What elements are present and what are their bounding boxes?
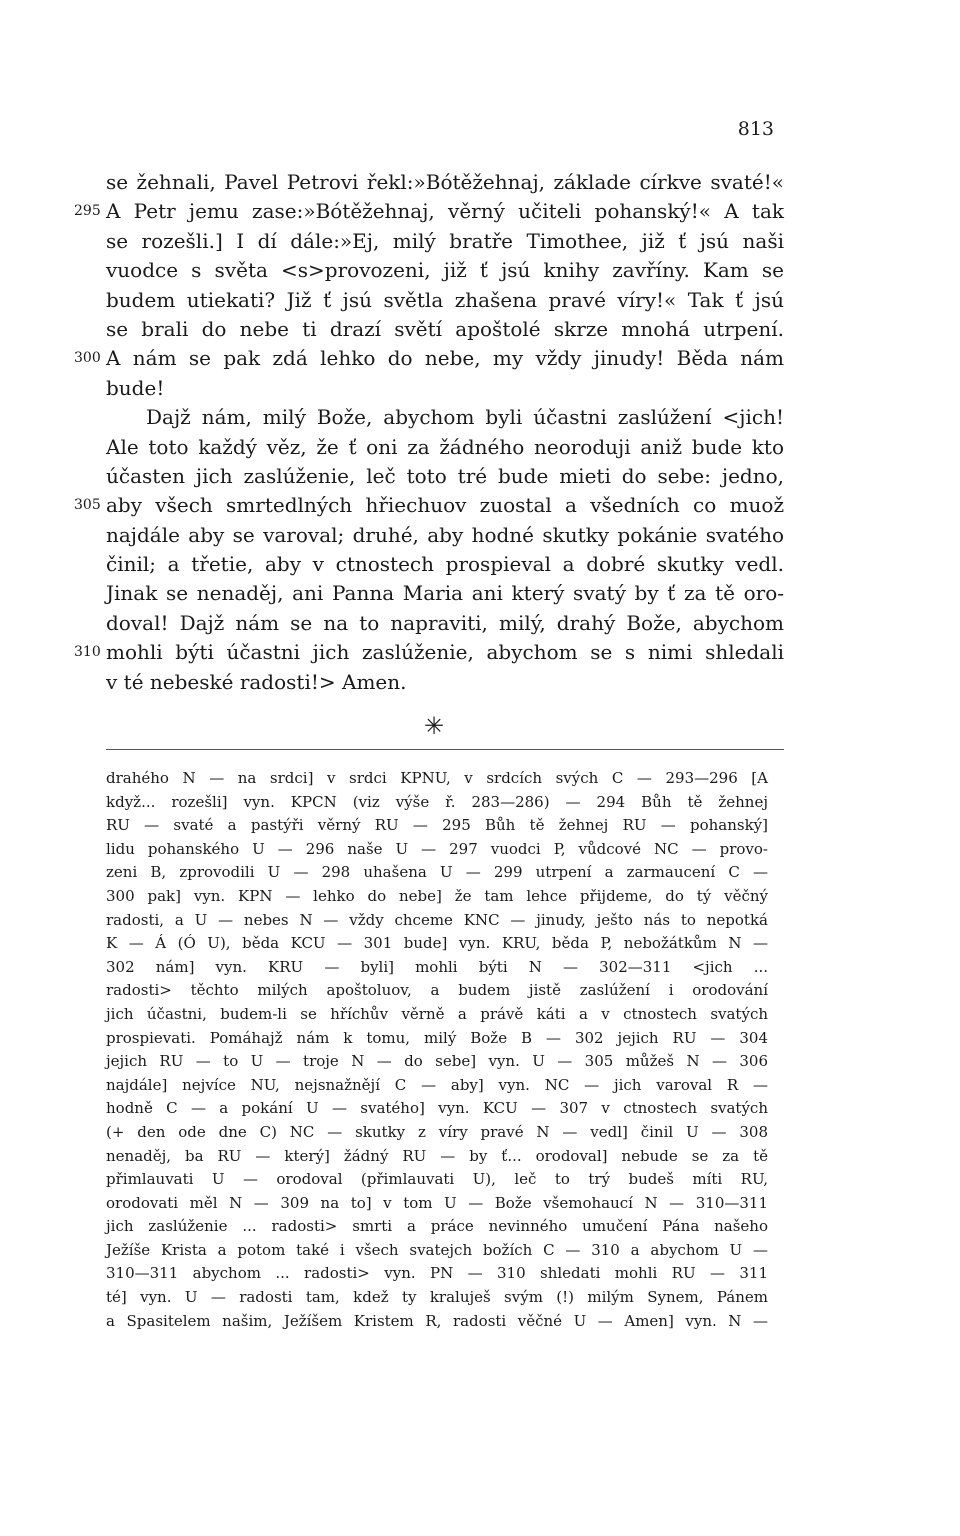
- note-line: prospievati. Pomáhajž nám k tomu, milý Bože B — 302 jejich RU — 304: [106, 1028, 768, 1047]
- note-line: nenaděj, ba RU — který] žádný RU — by ť... orodoval] nebude se za tě: [106, 1146, 768, 1165]
- text-line: [74, 344, 784, 373]
- line-text: vuodce s světa <s>provozeni, již ť jsú knihy zavříny. Kam se: [106, 258, 784, 283]
- text-line: [106, 286, 784, 315]
- line-text: bude!: [106, 375, 165, 400]
- line-number: 305: [74, 497, 101, 514]
- note-line: hodně C — a pokání U — svatého] vyn. KCU — 307 v ctnostech svatých: [106, 1099, 768, 1118]
- note-line: přimlauvati U — orodoval (přimlauvati U), leč to trý budeš míti RU,: [106, 1170, 768, 1189]
- text-line: [106, 579, 784, 608]
- line-text: Ale toto každý věz, že ť oni za žádného neoroduji aniž bude kto: [106, 434, 784, 459]
- line-text: najdále aby se varoval; druhé, aby hodné skutky pokánie svatého: [106, 522, 784, 547]
- note-line: lidu pohanského U — 296 naše U — 297 vuodci P, vůdcové NC — provo-: [106, 839, 768, 858]
- note-line: radosti, a U — nebes N — vždy chceme KNC — jinudy, ješto nás to nepotká: [106, 910, 768, 929]
- note-line: K — Á (Ó U), běda KCU — 301 bude] vyn. KRU, běda P, nebožátkům N —: [106, 934, 768, 953]
- text-line: [106, 550, 784, 579]
- note-line: 302 nám] vyn. KRU — byli] mohli býti N — 302—311 <jich ...: [106, 957, 768, 976]
- note-line: drahého N — na srdci] v srdci KPNU, v srdcích svých C — 293—296 [A: [106, 769, 768, 787]
- note-line: jejich RU — to U — troje N — do sebe] vyn. U — 305 můžeš N — 306: [106, 1052, 768, 1071]
- line-number: 300: [74, 350, 101, 367]
- note-line: když... rozešli] vyn. KPCN (viz výše ř. 283—286) — 294 Bůh tě žehnej: [106, 792, 768, 811]
- text-line: [74, 197, 784, 226]
- line-text: A Petr jemu zase:»Bótěžehnaj, věrný učiteli pohanský!« A tak: [106, 199, 784, 224]
- text-line: [74, 491, 784, 520]
- text-line: [106, 168, 784, 197]
- line-text: účasten jich zaslúženie, leč toto tré bude mieti do sebe: jedno,: [106, 463, 784, 488]
- note-line: zeni B, zprovodili U — 298 uhašena U — 299 utrpení a zarmaucení C —: [106, 863, 768, 882]
- note-line: 300 pak] vyn. KPN — lehko do nebe] že tam lehce přijdeme, do tý věčný: [106, 886, 768, 905]
- footnote-rule: [106, 749, 784, 750]
- line-text: budem utiekati? Již ť jsú světla zhašena pravé víry!« Tak ť jsú: [106, 287, 784, 312]
- page-number: 813: [737, 118, 774, 140]
- text-line: [106, 462, 784, 491]
- note-line: a Spasitelem našim, Ježíšem Kristem R, radosti věčné U — Amen] vyn. N —: [106, 1311, 768, 1330]
- note-line: té] vyn. U — radosti tam, kdež ty kraluješ svým (!) milým Synem, Pánem: [106, 1288, 768, 1307]
- text-line: [106, 433, 784, 462]
- note-line: 310—311 abychom ... radosti> vyn. PN — 310 shledati mohli RU — 311: [106, 1264, 768, 1283]
- line-text: činil; a třetie, aby v ctnostech prospieval a dobré skutky vedl.: [106, 552, 784, 577]
- line-text: se brali do nebe ti drazí světí apoštolé skrze mnohá utrpení.: [106, 316, 784, 341]
- line-text: aby všech smrtedlných hřiechuov zuostal a všedních co muož: [106, 493, 784, 518]
- text-line: [106, 609, 784, 638]
- line-text: se žehnali, Pavel Petrovi řekl:»Bótěžehnaj, základe církve svaté!«: [106, 170, 784, 194]
- note-line: jich účastni, budem-li se hříchův věrně a právě káti a v ctnostech svatých: [106, 1004, 768, 1023]
- line-text: mohli býti účastni jich zaslúženie, abychom se s nimi shledali: [106, 640, 784, 665]
- note-line: radosti> těchto milých apoštoluov, a budem jistě zaslúžení i orodování: [106, 981, 768, 1000]
- note-line: jich zaslúženie ... radosti> smrti a práce nevinného umučení Pána našeho: [106, 1217, 768, 1236]
- text-line: [106, 256, 784, 285]
- note-line: orodovati měl N — 309 na to] v tom U — Bože všemohaucí N — 310—311: [106, 1193, 768, 1212]
- text-line: [106, 521, 784, 550]
- line-text: Jinak se nenaděj, ani Panna Maria ani který svatý by ť za tě oro-: [106, 581, 784, 606]
- note-line: RU — svaté a pastýři věrný RU — 295 Bůh tě žehnej RU — pohanský]: [106, 816, 768, 835]
- line-number: 295: [74, 203, 101, 220]
- section-end-star: ✳: [424, 712, 445, 740]
- main-text: [74, 168, 784, 697]
- line-text: A nám se pak zdá lehko do nebe, my vždy jinudy! Běda nám: [106, 346, 784, 371]
- line-text: Dajž nám, milý Bože, abychom byli účastni zaslúžení <jich!: [146, 405, 784, 430]
- line-text: se rozešli.] I dí dále:»Ej, milý bratře Timothee, již ť jsú naši: [106, 228, 784, 253]
- line-text: v té nebeské radosti!> Amen.: [106, 669, 407, 694]
- text-line: [106, 227, 784, 256]
- text-line: [106, 403, 784, 432]
- note-line: Ježíše Krista a potom také i všech svatejch božích C — 310 a abychom U —: [106, 1240, 768, 1259]
- text-line: [74, 638, 784, 667]
- text-line: [106, 315, 784, 344]
- text-line: [106, 668, 784, 697]
- line-text: doval! Dajž nám se na to napraviti, milý, drahý Bože, abychom: [106, 610, 784, 635]
- note-line: (+ den ode dne C) NC — skutky z víry pravé N — vedl] činil U — 308: [106, 1122, 768, 1141]
- text-line: [106, 374, 784, 403]
- line-number: 310: [74, 644, 101, 661]
- note-line: najdále] nejvíce NU, nejsnažnějí C — aby] vyn. NC — jich varoval R —: [106, 1075, 768, 1094]
- critical-apparatus: [106, 767, 768, 1333]
